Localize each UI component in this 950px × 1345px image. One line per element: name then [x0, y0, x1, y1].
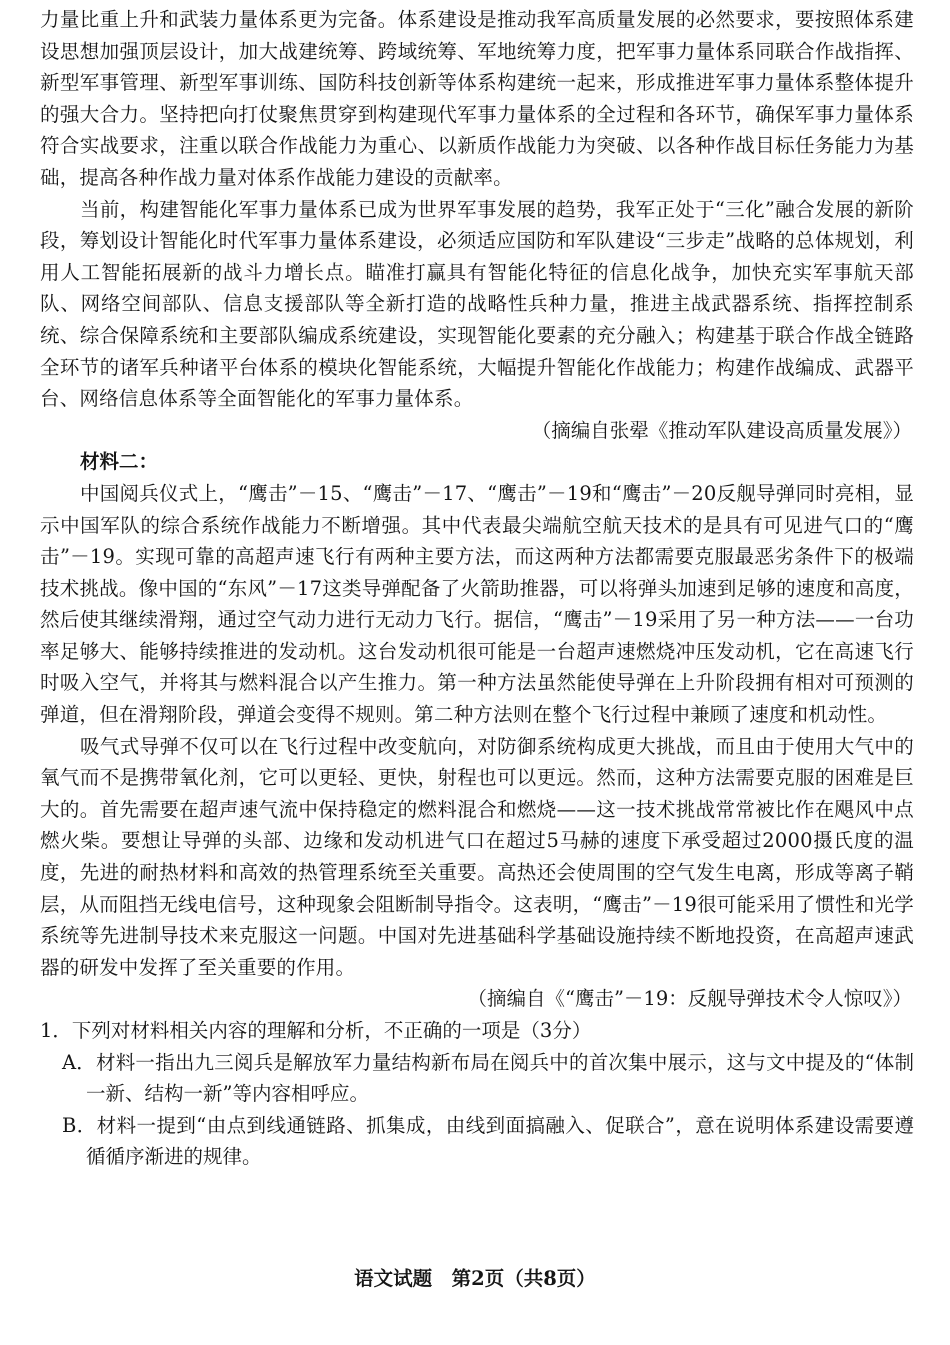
material2-paragraph-1: 中国阅兵仪式上，“鹰击”－15、“鹰击”－17、“鹰击”－19和“鹰击”－20反舰导弹同时亮相，显示中国军队的综合系统作战能力不断增强。其中代表最尖端航空航天技术的是具有可见进气口的“鹰击”－19。实现可靠的高超声速飞行有两种主要方法，而这两种方法都需要克服最恶劣条件下的极端技术挑战。像中国的“东风”－17这类导弹配备了火箭助推器，可以将弹头加速到足够的速度和高度，然后使其继续滑翔，通过空气动力进行无动力飞行。据信，“鹰击”－19采用了另一种方法——一台功率足够大、能够持续推进的发动机。这台发动机很可能是一台超声速燃烧冲压发动机，它在高速飞行时吸入空气，并将其与燃料混合以产生推力。第一种方法虽然能使导弹在上升阶段拥有相对可预测的弹道，但在滑翔阶段，弹道会变得不规则。第二种方法则在整个飞行过程中兼顾了速度和机动性。: [40, 481, 914, 727]
material2-paragraph-2: 吸气式导弹不仅可以在飞行过程中改变航向，对防御系统构成更大挑战，而且由于使用大气中的氧气而不是携带氧化剂，它可以更轻、更快，射程也可以更远。然而，这种方法需要克服的困难是巨大的。首先需要在超声速气流中保持稳定的燃料混合和燃烧——这一技术挑战常常被比作在飓风中点燃火柴。要想让导弹的头部、边缘和发动机进气口在超过5马赫的速度下承受超过2000摄氏度的温度，先进的耐热材料和高效的热管理系统至关重要。高热还会使周围的空气发生电离，形成等离子鞘层，从而阻挡无线电信号，这种现象会阻断制导指令。这表明，“鹰击”－19很可能采用了惯性和光学系统等先进制导技术来克服这一问题。中国对先进基础科学基础设施持续不断地投资，在高超声速武器的研发中发挥了至关重要的作用。: [40, 734, 914, 979]
question-1-option-a: A．材料一指出九三阅兵是解放军力量结构新布局在阅兵中的首次集中展示，这与文中提及的“体制一新、结构一新”等内容相呼应。: [62, 1050, 914, 1106]
exam-page-body: [40, 4, 914, 1173]
material2-label: 材料二：: [80, 450, 159, 474]
page-footer: 语文试题 第2页（共8页）: [354, 1267, 596, 1290]
material2-source: （摘编自《“鹰击”－19：反舰导弹技术令人惊叹》）: [467, 987, 912, 1011]
material1-source: （摘编自张翚《推动军队建设高质量发展》）: [531, 418, 912, 442]
question-1-option-b: B．材料一提到“由点到线通链路、抓集成，由线到面搞融入、促联合”，意在说明体系建设需要遵循循序渐进的规律。: [62, 1113, 914, 1169]
material1-paragraph-1: 力量比重上升和武装力量体系更为完备。体系建设是推动我军高质量发展的必然要求，要按照体系建设思想加强顶层设计，加大战建统筹、跨域统筹、军地统筹力度，把军事力量体系同联合作战指挥、新型军事管理、新型军事训练、国防科技创新等体系构建统一起来，形成推进军事力量体系整体提升的强大合力。坚持把向打仗聚焦贯穿到构建现代军事力量体系的全过程和各环节，确保军事力量体系符合实战要求，注重以联合作战能力为重心、以新质作战能力为突破、以各种作战目标任务能力为基础，提高各种作战力量对体系作战能力建设的贡献率。: [40, 8, 914, 189]
question-1-stem: 1．下列对材料相关内容的理解和分析，不正确的一项是（3分）: [40, 1019, 592, 1042]
material1-paragraph-2: 当前，构建智能化军事力量体系已成为世界军事发展的趋势，我军正处于“三化”融合发展的新阶段，筹划设计智能化时代军事力量体系建设，必须适应国防和军队建设“三步走”战略的总体规划，利用人工智能拓展新的战斗力增长点。瞄准打赢具有智能化特征的信息化战争，加快充实军事航天部队、网络空间部队、信息支援部队等全新打造的战略性兵种力量，推进主战武器系统、指挥控制系统、综合保障系统和主要部队编成系统建设，实现智能化要素的充分融入；构建基于联合作战全链路全环节的诸军兵种诸平台体系的模块化智能系统，大幅提升智能化作战能力；构建作战编成、武器平台、网络信息体系等全面智能化的军事力量体系。: [40, 197, 914, 411]
